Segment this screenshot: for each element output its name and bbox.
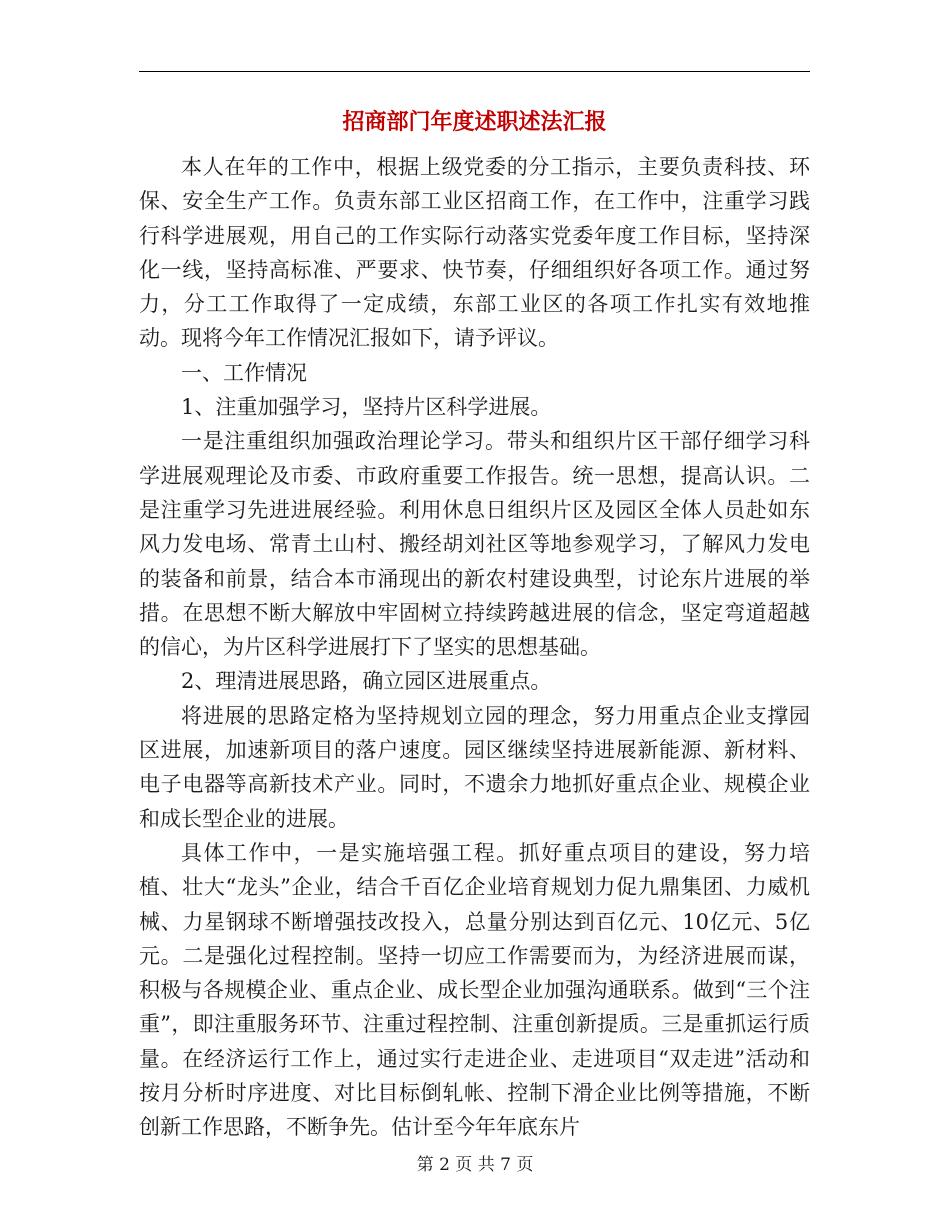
header-rule bbox=[139, 71, 810, 72]
paragraph-study: 一是注重组织加强政治理论学习。带头和组织片区干部仔细学习科学进展观理论及市委、市政府重要工作报告。统一思想，提高认识。二是注重学习先进进展经验。利用休息日组织片区及园区全体人员赴如东风力发电场、常青土山村、搬经胡刘社区等地参观学习，了解风力发电的装备和前景，结合本市涌现出的新农村建设典型，讨论东片进展的举措。在思想不断大解放中牢固树立持续跨越进展的信念，坚定弯道超越的信心，为片区科学进展打下了坚实的思想基础。 bbox=[139, 429, 810, 660]
subheading-study: 1、注重加强学习，坚持片区科学进展。 bbox=[181, 395, 552, 420]
page-number: 第 2 页 共 7 页 bbox=[416, 1155, 534, 1175]
section-heading-work-status: 一、工作情况 bbox=[181, 360, 307, 385]
document-title: 招商部门年度述职述法汇报 bbox=[342, 110, 607, 135]
document-body bbox=[139, 150, 810, 1145]
paragraph-development-thinking: 将进展的思路定格为坚持规划立园的理念，努力用重点企业支撑园区进展，加速新项目的落户速度。园区继续坚持进展新能源、新材料、电子电器等高新技术产业。同时，不遗余力地抓好重点企业、规模企业和成长型企业的进展。 bbox=[139, 703, 810, 831]
paragraph-intro: 本人在年的工作中，根据上级党委的分工指示，主要负责科技、环保、安全生产工作。负责东部工业区招商工作，在工作中，注重学习践行科学进展观，用自己的工作实际行动落实党委年度工作目标，坚持深化一线，坚持高标准、严要求、快节奏，仔细组织好各项工作。通过努力，分工工作取得了一定成绩，东部工业区的各项工作扎实有效地推动。现将今年工作情况汇报如下，请予评议。 bbox=[139, 155, 810, 351]
subheading-development-focus: 2、理清进展思路，确立园区进展重点。 bbox=[181, 669, 552, 694]
paragraph-specific-work: 具体工作中，一是实施培强工程。抓好重点项目的建设，努力培植、壮大“龙头”企业，结合千百亿企业培育规划力促九鼎集团、力威机械、力星钢球不断增强技改投入，总量分别达到百亿元、10亿元、5亿元。二是强化过程控制。坚持一切应工作需要而为，为经济进展而谋，积极与各规模企业、重点企业、成长型企业加强沟通联系。做到“三个注重”，即注重服务环节、注重过程控制、注重创新提质。三是重抓运行质量。在经济运行工作上，通过实行走进企业、走进项目“双走进”活动和按月分析时序进度、对比目标倒轧帐、控制下滑企业比例等措施，不断创新工作思路，不断争先。估计至今年年底东片 bbox=[139, 840, 810, 1140]
